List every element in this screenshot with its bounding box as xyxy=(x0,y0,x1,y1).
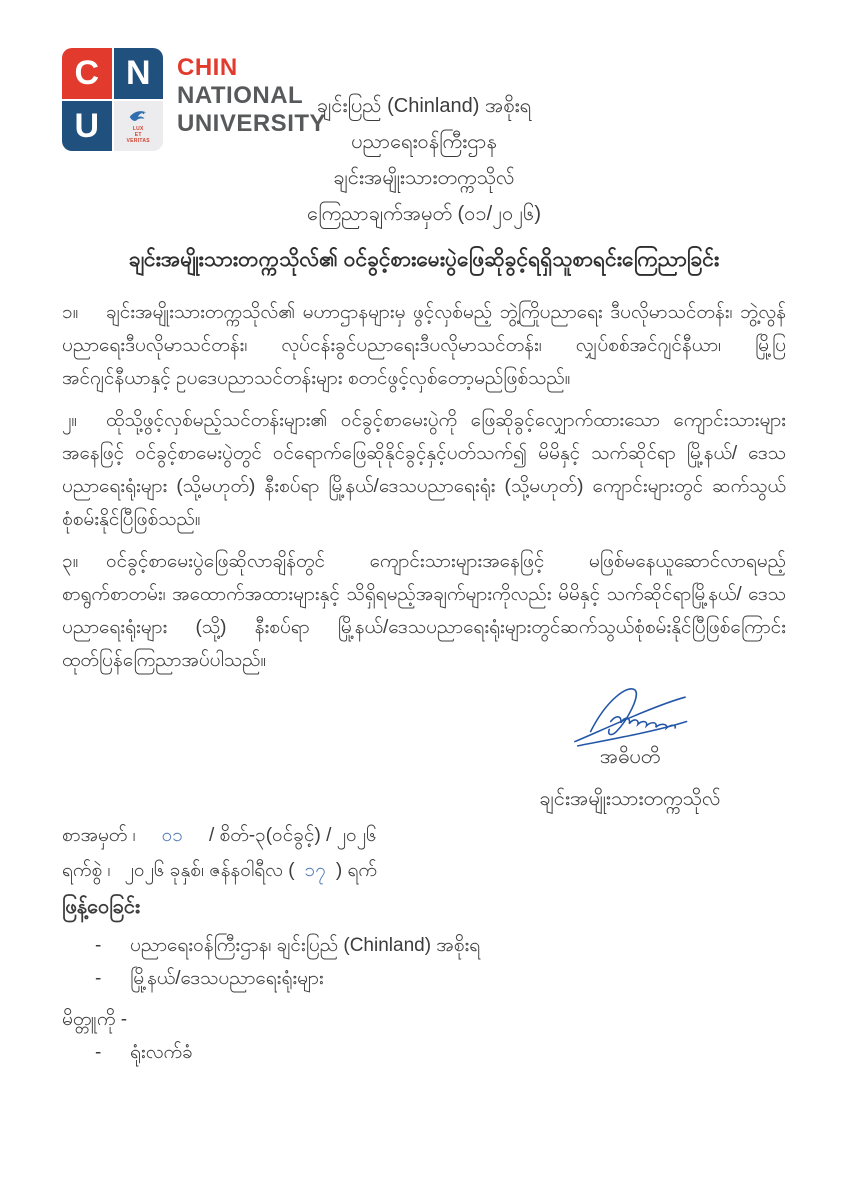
header-university-line: ချင်းအမျိုးသားတက္ကသိုလ် xyxy=(333,167,515,189)
document-title: ချင်းအမျိုးသားတက္ကသိုလ်၏ ဝင်ခွင့်စားမေးပွဲဖြေဆိုခွင့်ရရှိသူစာရင်းကြေညာခြင်း xyxy=(128,248,720,271)
signature-block xyxy=(490,680,770,812)
date-day-value: ၁၇ xyxy=(304,860,326,881)
distribution-item-1: - ပညာရေးဝန်ကြီးဌာန၊ ချင်းပြည် (Chinland) အစိုးရ xyxy=(62,929,786,962)
letter-number-rest: / စိတ်-၃(ဝင်ခွင့်) / ၂၀၂၆ xyxy=(208,825,377,846)
header-government-line: ချင်းပြည် (Chinland) အစိုးရ xyxy=(316,95,532,117)
signature-ink xyxy=(545,680,715,748)
paragraph-2-number: ၂။ xyxy=(62,410,78,431)
paragraph-1-number: ၁။ xyxy=(62,302,79,323)
letter-number-line xyxy=(62,820,786,851)
bullet-dash: - xyxy=(95,968,102,989)
copy-to-item-1: - ရုံးလက်ခံ xyxy=(62,1036,786,1069)
brand-national: NATIONAL xyxy=(177,82,304,109)
logo-motto: LUX ET VERITAS xyxy=(126,125,150,144)
header-ministry-line: ပညာရေးဝန်ကြီးဌာန xyxy=(351,131,497,153)
paragraph-2-text: ထိုသို့ဖွင့်လှစ်မည့်သင်တန်းများ၏ ဝင်ခွင့်စာမေးပွဲကို ဖြေဆိုခွင့်လျှောက်ထားသော ကျောင်းသားများ အနေဖြင့် ဝင်ခွင့်စာမေးပွဲတွင် ဝင်ရောက်ဖြေဆိုနိုင်ခွင့်နှင့်ပတ်သက်၍ မိမိနှင့် သက်ဆိုင်ရာ မြို့နယ်/ ဒေသပညာရေးရုံးများ (သို့မဟုတ်) နီးစပ်ရာ မြို့နယ်/ဒေသပညာရေးရုံး (သို့မဟုတ်) ကျောင်းများတွင် ဆက်သွယ်စုံစမ်းနိုင်ပြီဖြစ်သည်။ xyxy=(62,410,786,530)
bullet-dash: - xyxy=(95,1042,102,1063)
date-suffix: ) ရက် xyxy=(335,860,378,881)
signatory-title: အဓိပတိ xyxy=(599,746,661,768)
paragraph-2 xyxy=(62,404,786,536)
paragraph-3 xyxy=(62,545,786,677)
paragraph-3-text: ဝင်ခွင့်စာမေးပွဲဖြေဆိုလာချိန်တွင် ကျောင်းသားများအနေဖြင့် မဖြစ်မနေယူဆောင်လာရမည့် စာရွက်စာတမ်း၊ အထောက်အထားများနှင့် သိရှိရမည့်အချက်များကိုလည်း မိမိနှင့် သက်ဆိုင်ရာမြို့နယ်/ ဒေသပညာရေးရုံးများ (သို့) နီးစပ်ရာ မြို့နယ်/ဒေသပညာရေးရုံးများတွင်ဆက်သွယ်စုံစမ်းနိုင်ပြီဖြစ်ကြောင်း ထုတ်ပြန်ကြေညာအပ်ပါသည်။ xyxy=(62,551,786,671)
document-body xyxy=(62,296,786,686)
letter-number-value: ၀၁ xyxy=(161,825,183,846)
header-announcement-number: ကြေညာချက်အမှတ် (၀၁/၂၀၂၆) xyxy=(306,203,542,225)
letter-number-label: စာအမှတ် ၊ xyxy=(62,825,136,846)
signatory-organization: ချင်းအမျိုးသားတက္ကသိုလ် xyxy=(539,788,721,810)
date-label: ရက်စွဲ ၊ xyxy=(62,860,111,881)
brand-chin: CHIN xyxy=(177,54,238,81)
document-header xyxy=(0,88,848,232)
date-year-month: ၂၀၂၆ ခုနှစ်၊ ဇန်နဝါရီလ ( xyxy=(124,860,295,881)
logo-letter-u: U xyxy=(74,106,100,145)
logo-letter-n: N xyxy=(125,54,151,93)
date-line xyxy=(62,855,786,886)
paragraph-3-number: ၃။ xyxy=(62,551,79,572)
distribution-heading: ဖြန့်ဝေခြင်း xyxy=(62,896,141,918)
copy-to-heading: မိတ္တူကို - xyxy=(62,1009,128,1030)
paragraph-1-text: ချင်းအမျိုးသားတက္ကသိုလ်၏ မဟာဌာနများမှ ဖွင့်လှစ်မည့် ဘွဲ့ကြိုပညာရေး ဒီပလိုမာသင်တန်း၊ ဘွဲ့လွန် ပညာရေးဒီပလိုမာသင်တန်း၊ လုပ်ငန်းခွင်ပညာရေးဒီပလိုမာသင်တန်း၊ လျှပ်စစ်အင်ဂျင်နီယာ၊ မြို့ပြ အင်ဂျင်နီယာနှင့် ဥပဒေပညာသင်တန်းများ စတင်ဖွင့်လှစ်တော့မည်ဖြစ်သည်။ xyxy=(62,302,786,389)
distribution-item-2: - မြို့နယ်/ဒေသပညာရေးရုံးများ xyxy=(62,962,786,995)
brand-university: UNIVERSITY xyxy=(177,110,327,137)
bullet-dash: - xyxy=(95,935,102,956)
logo-letter-c: C xyxy=(74,54,100,93)
document-footer xyxy=(62,820,786,1069)
paragraph-1 xyxy=(62,296,786,395)
